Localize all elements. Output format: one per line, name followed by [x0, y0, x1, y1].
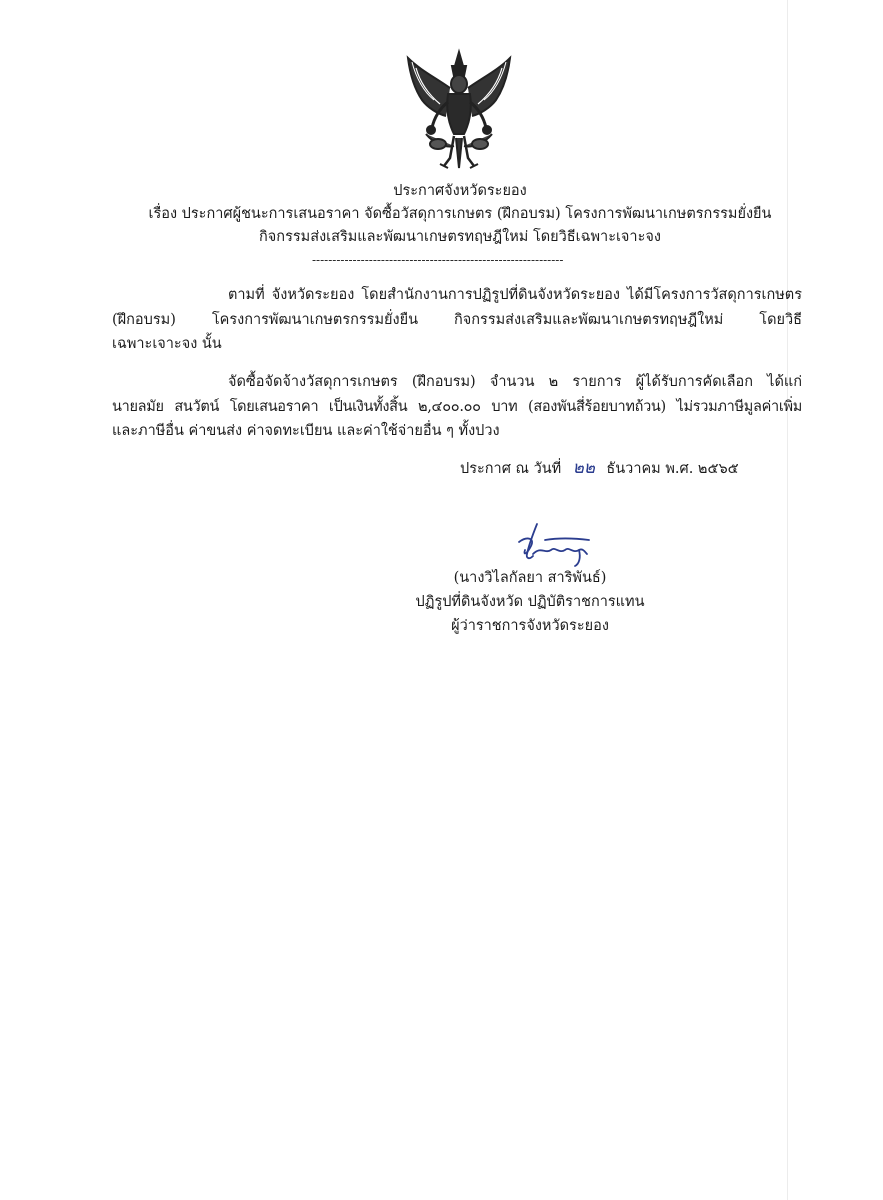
announcement-date [460, 456, 739, 481]
paragraph-1-line-1: ตามที่ จังหวัดระยอง โดยสำนักงานการปฏิรูปที่ดินจังหวัดระยอง ได้มีโครงการวัสดุการเกษตร [228, 287, 802, 303]
signature-block [380, 566, 680, 638]
title-block [100, 180, 820, 249]
subject-line-1: เรื่อง ประกาศผู้ชนะการเสนอราคา จัดซื้อวัสดุการเกษตร (ฝึกอบรม) โครงการพัฒนาเกษตรกรรมยั่งยืน [148, 206, 772, 222]
paragraph-1-line-2: (ฝึกอบรม) โครงการพัฒนาเกษตรกรรมยั่งยืน กิจกรรมส่งเสริมและพัฒนาเกษตรทฤษฎีใหม่ โดยวิธี [112, 311, 802, 328]
separator-rule: -------------------------------------------------------------- [312, 254, 564, 266]
paragraph-2-line-3: และภาษีอื่น ค่าขนส่ง ค่าจดทะเบียน และค่าใช้จ่ายอื่น ๆ ทั้งปวง [112, 423, 500, 439]
signer-position-2: ผู้ว่าราชการจังหวัดระยอง [451, 618, 609, 634]
paragraph-2-line-1: จัดซื้อจัดจ้างวัสดุการเกษตร (ฝึกอบรม) จำนวน ๒ รายการ ผู้ได้รับการคัดเลือก ได้แก่ [228, 374, 802, 390]
signer-position-1: ปฏิรูปที่ดินจังหวัด ปฏิบัติราชการแทน [415, 594, 645, 610]
paragraph-2-line-2: นายลมัย สนวัตน์ โดยเสนอราคา เป็นเงินทั้งสิ้น ๒,๔๐๐.๐๐ บาท (สองพันสี่ร้อยบาทถ้วน) ไม่รวมภาษีมูลค่าเพิ่ม [112, 398, 802, 415]
garuda-emblem-icon [400, 48, 518, 173]
announcement-title: ประกาศจังหวัดระยอง [393, 183, 527, 199]
subject-line-2: กิจกรรมส่งเสริมและพัฒนาเกษตรทฤษฎีใหม่ โดยวิธีเฉพาะเจาะจง [259, 229, 661, 245]
date-suffix: ธันวาคม พ.ศ. ๒๕๖๕ [606, 461, 739, 477]
handwritten-signature [505, 520, 605, 568]
date-day-handwritten: ๒๒ [572, 458, 596, 478]
paragraph-1 [112, 283, 802, 357]
signer-name: (นางวิไลกัลยา สาริพันธ์) [453, 570, 607, 586]
paragraph-1-line-3: เฉพาะเจาะจง นั้น [112, 336, 222, 352]
paragraph-2 [112, 370, 802, 444]
date-prefix: ประกาศ ณ วันที่ [460, 461, 562, 477]
